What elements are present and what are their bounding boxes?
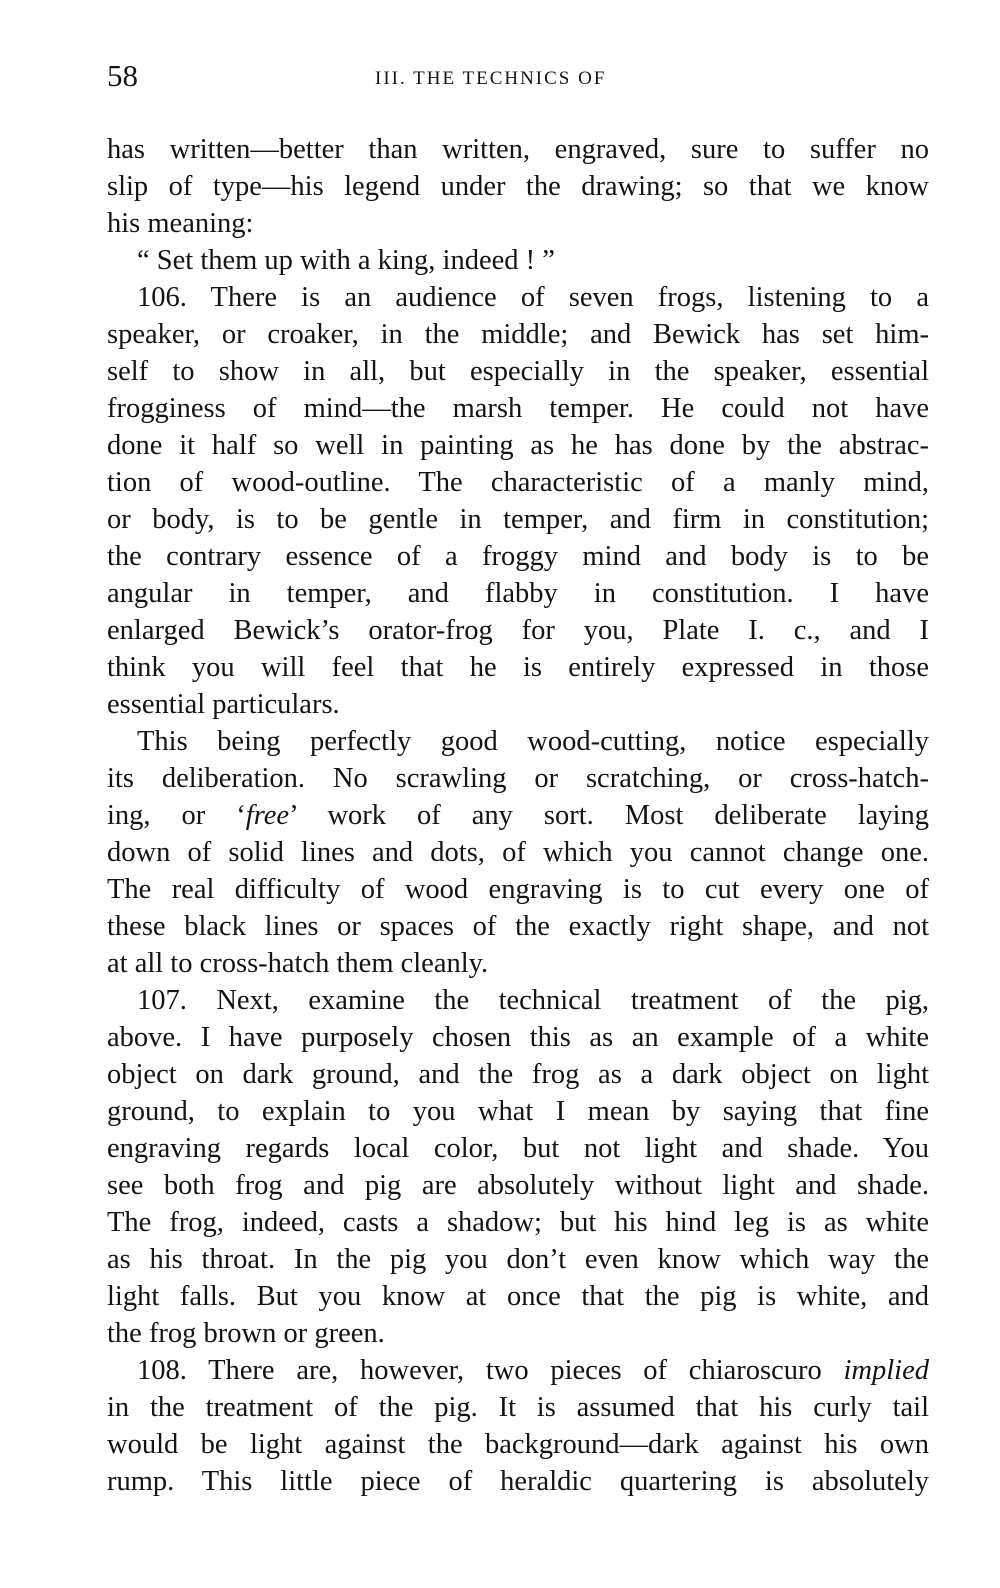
text-line: The frog, indeed, casts a shadow; but his hind leg is as white	[107, 1207, 929, 1238]
text-line: or body, is to be gentle in temper, and firm in constitution;	[107, 504, 929, 535]
text-line: as his throat. In the pig you don’t even know which way the	[107, 1244, 929, 1275]
text-line: down of solid lines and dots, of which you cannot change one.	[107, 837, 929, 868]
text-line: his meaning:	[107, 208, 254, 239]
page-header	[107, 56, 927, 96]
text-line: at all to cross-hatch them cleanly.	[107, 948, 489, 979]
text-segment: ing, or ‘	[107, 800, 246, 831]
text-line: these black lines or spaces of the exactly right shape, and not	[107, 911, 929, 942]
text-line: frogginess of mind—the marsh temper. He could not have	[107, 393, 929, 424]
text-line: has written—better than written, engraved, sure to suffer no	[107, 134, 929, 165]
quotation-line: “ Set them up with a king, indeed ! ”	[137, 245, 555, 276]
text-line: done it half so well in painting as he has done by the abstrac-	[107, 430, 929, 461]
text-line: its deliberation. No scrawling or scratching, or cross-hatch-	[107, 763, 929, 794]
text-line: would be light against the background—dark against his own	[107, 1429, 929, 1460]
text-segment: ’ work of any sort. Most deliberate laying	[289, 800, 929, 831]
text-line: tion of wood-outline. The characteristic of a manly mind,	[107, 467, 929, 498]
text-line: self to show in all, but especially in the speaker, essential	[107, 356, 929, 387]
text-line: in the treatment of the pig. It is assumed that his curly tail	[107, 1392, 929, 1423]
text-line: angular in temper, and flabby in constitution. I have	[107, 578, 929, 609]
italic-word: free	[245, 800, 290, 831]
page-number: 58	[107, 58, 138, 93]
text-line: speaker, or croaker, in the middle; and Bewick has set him-	[107, 319, 929, 350]
text-line: essential particulars.	[107, 689, 340, 720]
text-line: object on dark ground, and the frog as a dark object on light	[107, 1059, 929, 1090]
text-line: enlarged Bewick’s orator-frog for you, Plate I. c., and I	[107, 615, 929, 646]
paragraph-start: This being perfectly good wood-cutting, notice especially	[137, 726, 929, 757]
italic-word: implied	[843, 1355, 929, 1386]
text-line: The real difficulty of wood engraving is to cut every one of	[107, 874, 929, 905]
text-line: slip of type—his legend under the drawing; so that we know	[107, 171, 929, 202]
text-line: think you will feel that he is entirely expressed in those	[107, 652, 929, 683]
text-segment: 108. There are, however, two pieces of chiaroscuro	[137, 1355, 844, 1386]
text-line: above. I have purposely chosen this as an example of a white	[107, 1022, 929, 1053]
running-head: III. THE TECHNICS OF	[375, 68, 607, 89]
text-line: the frog brown or green.	[107, 1318, 385, 1349]
text-line: engraving regards local color, but not light and shade. You	[107, 1133, 929, 1164]
text-line: the contrary essence of a froggy mind and body is to be	[107, 541, 929, 572]
text-line: rump. This little piece of heraldic quartering is absolutely	[107, 1466, 929, 1497]
text-line: light falls. But you know at once that the pig is white, and	[107, 1281, 929, 1312]
paragraph-108-start	[107, 1352, 929, 1389]
text-line: see both frog and pig are absolutely without light and shade.	[107, 1170, 929, 1201]
text-line-with-italic	[107, 797, 929, 834]
paragraph-107-start: 107. Next, examine the technical treatment of the pig,	[137, 985, 929, 1016]
paragraph-106-start: 106. There is an audience of seven frogs, listening to a	[137, 282, 929, 313]
text-line: ground, to explain to you what I mean by saying that fine	[107, 1096, 929, 1127]
body-text	[107, 131, 929, 1500]
